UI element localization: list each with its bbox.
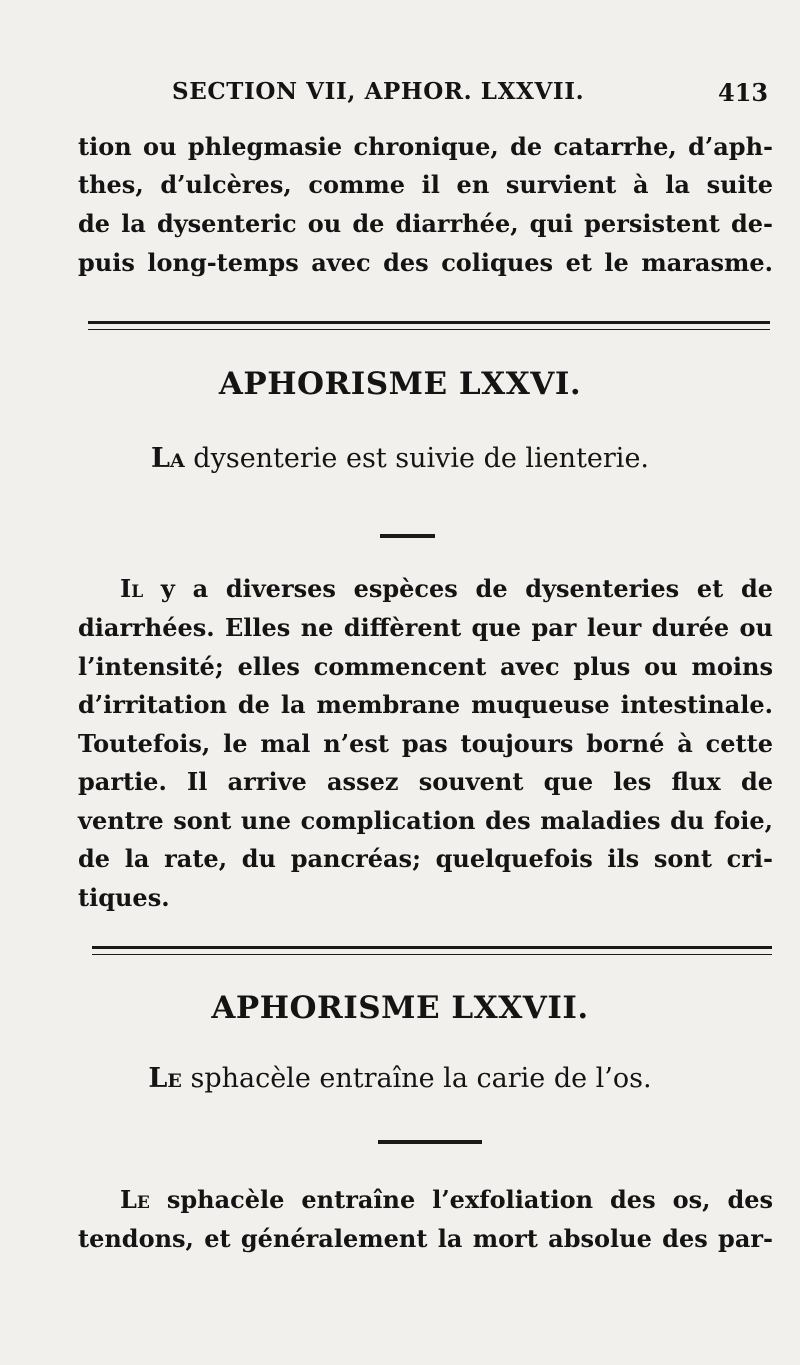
aphorism-77-text	[0, 1063, 800, 1094]
running-head: SECTION VII, APHOR. LXXVII.	[172, 78, 585, 105]
text-line: Toutefois, le mal n’est pas toujours borné à cette	[78, 729, 773, 758]
page-number: 413	[718, 78, 769, 107]
initial-letter: L	[148, 1063, 168, 1094]
initial-smallcaps: e	[167, 1063, 182, 1094]
text-line-rest: sphacèle entraîne l’exfoliation des os, des	[149, 1185, 773, 1214]
text-line: tiques.	[78, 883, 170, 912]
text-line: de la rate, du pancréas; quelquefois ils sont cri-	[78, 844, 773, 873]
text-line: de la dysenteric ou de diarrhée, qui persistent de-	[78, 209, 773, 238]
page-header	[0, 78, 800, 118]
text-line: puis long-temps avec des coliques et le marasme.	[78, 248, 773, 277]
text-line: tion ou phlegmasie chronique, de catarrhe, d’aph-	[78, 132, 773, 161]
initial-smallcaps: a	[169, 443, 185, 474]
text-line	[120, 574, 773, 603]
text-line: ventre sont une complication des maladies du foie,	[78, 806, 773, 835]
initial-smallcaps: l	[131, 574, 144, 603]
initial-letter: L	[120, 1185, 137, 1214]
aphorism-76-title: APHORISME LXXVI.	[218, 366, 582, 402]
text-line: tendons, et généralement la mort absolue des par-	[78, 1224, 773, 1253]
text-line-rest: y a diverses espèces de dysenteries et de	[143, 574, 773, 603]
aphorism-77-title: APHORISME LXXVII.	[211, 990, 589, 1026]
text-line: d’irritation de la membrane muqueuse intestinale.	[78, 690, 773, 719]
text-line: partie. Il arrive assez souvent que les flux de	[78, 767, 773, 796]
text-line	[120, 1185, 773, 1214]
section-divider	[88, 321, 770, 330]
aphorism-76-text	[0, 443, 800, 474]
short-divider	[378, 1140, 482, 1144]
aphorism-77-text-rest: sphacèle entraîne la carie de l’os.	[181, 1063, 652, 1094]
text-line: l’intensité; elles commencent avec plus ou moins	[78, 652, 773, 681]
text-line: thes, d’ulcères, comme il en survient à la suite	[78, 170, 773, 199]
short-divider	[380, 534, 435, 538]
text-line: diarrhées. Elles ne diffèrent que par leur durée ou	[78, 613, 773, 642]
aphorism-76-text-rest: dysenterie est suivie de lienterie.	[184, 443, 650, 474]
section-divider	[92, 946, 772, 955]
initial-letter: I	[120, 574, 132, 603]
initial-smallcaps: e	[136, 1185, 150, 1214]
initial-letter: L	[150, 443, 170, 474]
